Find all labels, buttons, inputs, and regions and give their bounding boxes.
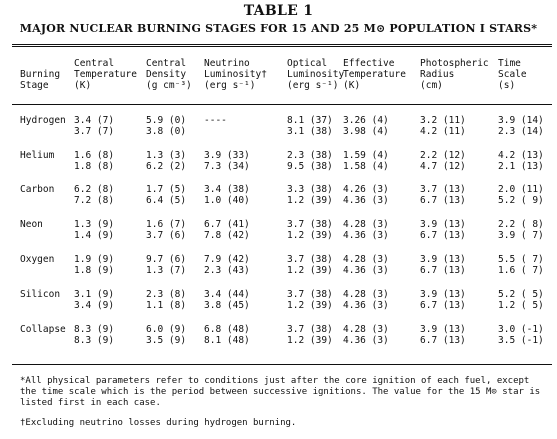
cell-central-density	[146, 115, 186, 137]
value-15-msun: 3.1 (9)	[74, 289, 115, 300]
value-25-msun: 2.1 (13)	[498, 161, 544, 172]
header-line: Luminosity	[287, 69, 345, 80]
value-15-msun: ----	[204, 115, 227, 126]
header-line: Burning	[20, 69, 61, 80]
value-15-msun: 2.2 ( 8)	[498, 219, 544, 230]
value-15-msun: 3.7 (38)	[287, 254, 333, 265]
value-15-msun: 1.6 (8)	[74, 150, 115, 161]
header-line: (cm)	[420, 80, 443, 91]
value-15-msun: 3.7 (38)	[287, 219, 333, 230]
cell-time-scale	[498, 324, 544, 346]
value-15-msun: 4.28 (3)	[343, 289, 389, 300]
cell-optical-luminosity	[287, 289, 333, 311]
cell-effective-temperature	[343, 324, 389, 346]
cell-time-scale	[498, 254, 544, 276]
value-25-msun: 1.2 (39)	[287, 300, 333, 311]
header-photospheric-radius	[420, 58, 489, 91]
bottom-rule	[12, 364, 552, 365]
cell-central-density	[146, 150, 186, 172]
value-25-msun: 3.5 (-1)	[498, 335, 544, 346]
cell-neutrino-luminosity	[204, 184, 250, 206]
cell-optical-luminosity	[287, 254, 333, 276]
header-central-temperature	[74, 58, 137, 91]
value-25-msun: 1.8 (8)	[74, 161, 115, 172]
value-25-msun: 1.0 (40)	[204, 195, 250, 206]
value-15-msun: 4.28 (3)	[343, 219, 389, 230]
value-25-msun: 3.5 (9)	[146, 335, 187, 346]
cell-photospheric-radius	[420, 219, 466, 241]
value-25-msun: 6.7 (13)	[420, 195, 466, 206]
value-25-msun: 8.3 (9)	[74, 335, 115, 346]
cell-neutrino-luminosity	[204, 150, 250, 172]
header-central-density	[146, 58, 192, 91]
cell-effective-temperature	[343, 150, 389, 172]
cell-central-density	[146, 219, 186, 241]
value-25-msun: 3.4 (9)	[74, 300, 115, 311]
value-15-msun: 1.3 (9)	[74, 219, 115, 230]
value-25-msun: 6.7 (13)	[420, 335, 466, 346]
value-15-msun: 2.0 (11)	[498, 184, 544, 195]
cell-photospheric-radius	[420, 150, 466, 172]
cell-central-density	[146, 254, 186, 276]
value-15-msun: 3.9 (13)	[420, 289, 466, 300]
value-15-msun: 1.7 (5)	[146, 184, 187, 195]
cell-central-temperature	[74, 254, 114, 276]
header-line: Radius	[420, 69, 455, 80]
cell-neutrino-luminosity	[204, 115, 227, 137]
value-15-msun: 3.7 (38)	[287, 324, 333, 335]
cell-central-density	[146, 324, 186, 346]
header-line: Neutrino	[204, 58, 250, 69]
value-15-msun: 6.8 (48)	[204, 324, 250, 335]
value-15-msun: 3.4 (44)	[204, 289, 250, 300]
cell-central-density	[146, 289, 186, 311]
cell-photospheric-radius	[420, 254, 466, 276]
header-line: (s)	[498, 80, 516, 91]
value-25-msun: 1.2 (39)	[287, 195, 333, 206]
value-25-msun: 6.4 (5)	[146, 195, 187, 206]
cell-time-scale	[498, 184, 544, 206]
cell-optical-luminosity	[287, 324, 333, 346]
cell-central-temperature	[74, 219, 114, 241]
value-15-msun: 2.3 (8)	[146, 289, 187, 300]
value-15-msun: 5.5 ( 7)	[498, 254, 544, 265]
cell-effective-temperature	[343, 219, 389, 241]
cell-central-density	[146, 184, 186, 206]
value-15-msun: 4.28 (3)	[343, 324, 389, 335]
value-15-msun: 3.3 (38)	[287, 184, 333, 195]
cell-time-scale	[498, 150, 544, 172]
header-rule	[12, 104, 552, 105]
header-time-scale	[498, 58, 527, 91]
value-15-msun: 3.4 (7)	[74, 115, 115, 126]
cell-time-scale	[498, 289, 544, 311]
cell-optical-luminosity	[287, 184, 333, 206]
value-25-msun: 1.6 ( 7)	[498, 265, 544, 276]
value-15-msun: 1.3 (3)	[146, 150, 187, 161]
value-25-msun: 4.2 (11)	[420, 126, 466, 137]
value-25-msun: 1.1 (8)	[146, 300, 187, 311]
value-15-msun: 3.9 (13)	[420, 324, 466, 335]
value-25-msun: 1.4 (9)	[74, 230, 115, 241]
header-burning-stage	[20, 69, 60, 91]
value-25-msun: 4.7 (12)	[420, 161, 466, 172]
cell-photospheric-radius	[420, 115, 466, 137]
cell-effective-temperature	[343, 184, 389, 206]
value-15-msun: 3.2 (11)	[420, 115, 466, 126]
header-line: (erg s⁻¹)	[204, 80, 256, 91]
value-15-msun: 1.6 (7)	[146, 219, 187, 230]
value-15-msun: 3.9 (14)	[498, 115, 544, 126]
header-effective-temperature	[343, 58, 406, 91]
cell-effective-temperature	[343, 254, 389, 276]
value-25-msun: 3.1 (38)	[287, 126, 333, 137]
value-15-msun: 4.28 (3)	[343, 254, 389, 265]
top-rule-double	[12, 46, 552, 47]
cell-neutrino-luminosity	[204, 324, 250, 346]
cell-optical-luminosity	[287, 219, 333, 241]
value-15-msun: 2.2 (12)	[420, 150, 466, 161]
header-line: Temperature	[343, 69, 406, 80]
value-25-msun: 7.2 (8)	[74, 195, 115, 206]
value-25-msun: 1.3 (7)	[146, 265, 187, 276]
header-optical-luminosity	[287, 58, 344, 91]
value-25-msun: 4.36 (3)	[343, 195, 389, 206]
row-label-oxygen: Oxygen	[20, 254, 55, 265]
value-25-msun: 9.5 (38)	[287, 161, 333, 172]
value-15-msun: 3.9 (13)	[420, 254, 466, 265]
value-25-msun: 4.36 (3)	[343, 335, 389, 346]
value-25-msun: 3.7 (7)	[74, 126, 115, 137]
value-25-msun: 1.58 (4)	[343, 161, 389, 172]
row-label-silicon: Silicon	[20, 289, 61, 300]
cell-optical-luminosity	[287, 150, 333, 172]
value-25-msun: 3.8 (0)	[146, 126, 187, 137]
header-line: Central	[146, 58, 187, 69]
value-25-msun: 1.2 ( 5)	[498, 300, 544, 311]
header-line: Optical	[287, 58, 328, 69]
value-25-msun: 3.8 (45)	[204, 300, 250, 311]
value-25-msun: 7.3 (34)	[204, 161, 250, 172]
value-15-msun: 1.59 (4)	[343, 150, 389, 161]
value-15-msun: 3.0 (-1)	[498, 324, 544, 335]
cell-photospheric-radius	[420, 184, 466, 206]
cell-neutrino-luminosity	[204, 289, 250, 311]
footnote-star: *All physical parameters refer to conditions just after the core ignition of each fuel, except the time scale which is the period between successive ignitions. The value for the 15 M⊙ star is listed first in each case.	[20, 376, 541, 408]
header-neutrino-luminosity	[204, 58, 267, 91]
value-25-msun: 1.2 (39)	[287, 335, 333, 346]
value-15-msun: 3.7 (38)	[287, 289, 333, 300]
header-line: (K)	[343, 80, 361, 91]
cell-photospheric-radius	[420, 289, 466, 311]
value-25-msun: 2.3 (43)	[204, 265, 250, 276]
value-15-msun: 7.9 (42)	[204, 254, 250, 265]
value-25-msun: 1.8 (9)	[74, 265, 115, 276]
value-25-msun: 1.2 (39)	[287, 230, 333, 241]
value-15-msun: 5.9 (0)	[146, 115, 187, 126]
row-label-carbon: Carbon	[20, 184, 55, 195]
value-15-msun: 4.2 (13)	[498, 150, 544, 161]
cell-central-temperature	[74, 184, 114, 206]
row-label-helium: Helium	[20, 150, 55, 161]
header-line: Density	[146, 69, 187, 80]
cell-optical-luminosity	[287, 115, 333, 137]
value-15-msun: 3.9 (13)	[420, 219, 466, 230]
cell-effective-temperature	[343, 289, 389, 311]
footnote-dagger: †Excluding neutrino losses during hydrogen burning.	[20, 418, 297, 428]
value-15-msun: 9.7 (6)	[146, 254, 187, 265]
value-15-msun: 2.3 (38)	[287, 150, 333, 161]
value-25-msun: 7.8 (42)	[204, 230, 250, 241]
cell-effective-temperature	[343, 115, 389, 137]
value-25-msun: 8.1 (48)	[204, 335, 250, 346]
header-line: Luminosity†	[204, 69, 267, 80]
value-25-msun: 3.7 (6)	[146, 230, 187, 241]
value-25-msun: 6.7 (13)	[420, 300, 466, 311]
top-rule	[12, 44, 552, 45]
cell-central-temperature	[74, 289, 114, 311]
value-15-msun: 3.4 (38)	[204, 184, 250, 195]
header-line: Effective	[343, 58, 395, 69]
header-line: (g cm⁻³)	[146, 80, 192, 91]
value-25-msun: 1.2 (39)	[287, 265, 333, 276]
value-15-msun: 8.3 (9)	[74, 324, 115, 335]
value-25-msun: 3.98 (4)	[343, 126, 389, 137]
value-25-msun	[204, 126, 227, 137]
value-25-msun: 3.9 ( 7)	[498, 230, 544, 241]
header-line: Temperature	[74, 69, 137, 80]
header-line: Photospheric	[420, 58, 489, 69]
cell-time-scale	[498, 219, 544, 241]
value-15-msun: 5.2 ( 5)	[498, 289, 544, 300]
value-15-msun: 4.26 (3)	[343, 184, 389, 195]
value-15-msun: 6.7 (41)	[204, 219, 250, 230]
cell-central-temperature	[74, 324, 114, 346]
value-25-msun: 6.7 (13)	[420, 230, 466, 241]
value-15-msun: 3.9 (33)	[204, 150, 250, 161]
value-15-msun: 6.2 (8)	[74, 184, 115, 195]
header-line: Stage	[20, 80, 49, 91]
cell-neutrino-luminosity	[204, 254, 250, 276]
header-line: (erg s⁻¹)	[287, 80, 339, 91]
cell-neutrino-luminosity	[204, 219, 250, 241]
value-25-msun: 2.3 (14)	[498, 126, 544, 137]
cell-photospheric-radius	[420, 324, 466, 346]
value-25-msun: 4.36 (3)	[343, 300, 389, 311]
cell-central-temperature	[74, 150, 114, 172]
table-subtitle: MAJOR NUCLEAR BURNING STAGES FOR 15 AND 25 M⊙ POPULATION I STARS*	[19, 22, 538, 35]
value-25-msun: 6.7 (13)	[420, 265, 466, 276]
value-25-msun: 6.2 (2)	[146, 161, 187, 172]
header-line: Time	[498, 58, 521, 69]
row-label-collapse: Collapse	[20, 324, 66, 335]
value-25-msun: 5.2 ( 9)	[498, 195, 544, 206]
row-label-hydrogen: Hydrogen	[20, 115, 66, 126]
value-15-msun: 8.1 (37)	[287, 115, 333, 126]
value-15-msun: 3.7 (13)	[420, 184, 466, 195]
value-15-msun: 1.9 (9)	[74, 254, 115, 265]
row-label-neon: Neon	[20, 219, 43, 230]
value-15-msun: 3.26 (4)	[343, 115, 389, 126]
header-line: Scale	[498, 69, 527, 80]
header-line: Central	[74, 58, 115, 69]
header-line: (K)	[74, 80, 92, 91]
cell-time-scale	[498, 115, 544, 137]
value-25-msun: 4.36 (3)	[343, 230, 389, 241]
value-15-msun: 6.0 (9)	[146, 324, 187, 335]
value-25-msun: 4.36 (3)	[343, 265, 389, 276]
table-title: TABLE 1	[243, 3, 314, 19]
cell-central-temperature	[74, 115, 114, 137]
